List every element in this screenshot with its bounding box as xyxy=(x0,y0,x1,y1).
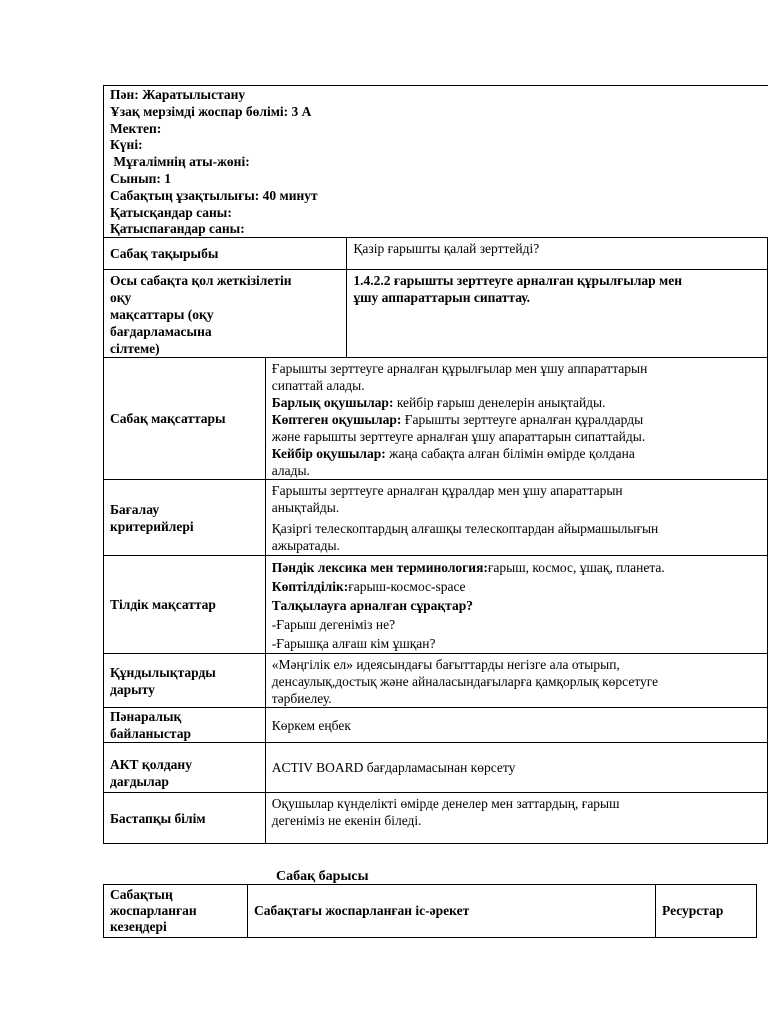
header-grade: Сынып: 1 xyxy=(110,170,172,186)
row-cross xyxy=(104,708,768,743)
row-ict xyxy=(104,743,768,793)
header-long-term-plan: Ұзақ мерзімді жоспар бөлімі: 3 А xyxy=(110,103,312,119)
goals-some xyxy=(272,445,761,462)
language-vocab-label: Пәндік лексика мен терминология: xyxy=(271,560,488,575)
row-prior xyxy=(104,793,768,844)
row-objectives xyxy=(104,270,768,358)
prior-label: Бастапқы білім xyxy=(104,793,266,844)
header-date: Күні: xyxy=(110,137,143,153)
header-school: Мектеп: xyxy=(110,120,162,136)
assessment-value xyxy=(265,480,767,556)
col-stages xyxy=(104,885,248,938)
prior-line: Оқушылар күнделікті өмірде денелер мен заттардың, ғарыш xyxy=(271,796,620,811)
row-language xyxy=(104,556,768,654)
col-stages-line: кезеңдері xyxy=(110,919,167,934)
goals-all xyxy=(272,394,761,411)
col-stages-line: жоспарланған xyxy=(110,903,197,918)
row-assessment xyxy=(104,480,768,556)
ict-value: ACTIV BOARD бағдарламасынан көрсету xyxy=(265,743,767,793)
values-label-line: Құндылықтарды xyxy=(110,664,216,680)
language-vocab xyxy=(272,558,761,577)
assessment-label-line: критерийлері xyxy=(110,518,194,534)
goals-line: алады. xyxy=(271,463,310,478)
assessment-label xyxy=(104,480,266,556)
row-values xyxy=(104,654,768,708)
progress-header-row xyxy=(104,885,757,938)
values-line: «Мәңгілік ел» идеясындағы бағыттарды негізге ала отырып, xyxy=(271,657,620,672)
row-goals xyxy=(104,358,768,480)
col-activities: Сабақтағы жоспарланған іс-әрекет xyxy=(248,885,656,938)
ict-label-line: дағдылар xyxy=(110,774,169,789)
language-vocab-text: ғарыш, космос, ұшақ, планета. xyxy=(487,560,665,575)
assessment-line: Қазіргі телескоптардың алғашқы телескоптардан айырмашылығын xyxy=(271,521,659,536)
language-multi-label: Көптілділік: xyxy=(271,579,349,594)
cross-label-line: байланыстар xyxy=(110,726,191,741)
objectives-label-line: Осы сабақта қол жеткізілетін xyxy=(110,273,292,288)
assessment-line: ажыратады. xyxy=(271,538,340,553)
values-line: тәрбиелеу. xyxy=(271,691,332,706)
header-duration: Сабақтың ұзақтылығы: 40 минут xyxy=(110,187,318,203)
language-multi-text: ғарыш-космос-space xyxy=(348,579,466,594)
language-multi xyxy=(272,577,761,596)
goals-all-label: Барлық оқушылар: xyxy=(271,395,394,410)
values-value xyxy=(265,654,767,708)
ict-label xyxy=(104,743,266,793)
objectives-label-line: сілтеме) xyxy=(110,341,160,356)
objectives-label xyxy=(104,270,347,358)
cross-label-line: Пәнаралық xyxy=(110,709,182,724)
col-resources: Ресурстар xyxy=(656,885,757,938)
assessment-label-line: Бағалау xyxy=(110,501,160,517)
header-subject: Пән: Жаратылыстану xyxy=(110,87,246,102)
objectives-label-line: бағдарламасына xyxy=(110,324,212,339)
values-line: денсаулық,достық және айналасындағыларға қамқорлық көрсетуге xyxy=(271,674,659,689)
cross-value: Көркем еңбек xyxy=(265,708,767,743)
goals-line: сипаттай алады. xyxy=(271,378,365,393)
header-present: Қатысқандар саны: xyxy=(110,204,232,220)
values-label xyxy=(104,654,266,708)
objectives-value-line: 1.4.2.2 ғарышты зерттеуге арналған құрылғылар мен xyxy=(353,273,683,288)
goals-many-text: Ғарышты зерттеуге арналған құралдарды xyxy=(401,412,644,427)
goals-value xyxy=(265,358,767,480)
goals-line: Ғарышты зерттеуге арналған құрылғылар мен ұшу аппараттарын xyxy=(271,361,648,376)
goals-label: Сабақ мақсаттары xyxy=(104,358,266,480)
prior-value xyxy=(265,793,767,844)
header-absent: Қатыспағандар саны: xyxy=(110,221,245,237)
goals-some-label: Кейбір оқушылар: xyxy=(271,446,386,461)
topic-value: Қазір ғарышты қалай зерттейді? xyxy=(347,238,768,270)
col-stages-line: Сабақтың xyxy=(110,887,173,902)
objectives-label-line: оқу xyxy=(110,290,132,305)
language-questions-label: Талқылауға арналған сұрақтар? xyxy=(271,598,473,613)
prior-line: дегеніміз не екенін біледі. xyxy=(271,813,422,828)
lesson-plan-table xyxy=(103,237,768,844)
topic-label: Сабақ тақырыбы xyxy=(104,238,347,270)
goals-some-text: жаңа сабақта алған білімін өмірде қолдана xyxy=(385,446,635,461)
objectives-value xyxy=(347,270,768,358)
ict-label-line: АКТ қолдану xyxy=(110,757,192,772)
goals-many xyxy=(272,411,761,428)
goals-many-label: Көптеген оқушылар: xyxy=(271,412,402,427)
language-question: -Ғарыш дегеніміз не? xyxy=(271,617,396,632)
lesson-progress-title: Сабақ барысы xyxy=(276,869,369,884)
language-question: -Ғарышқа алғаш кім ұшқан? xyxy=(271,636,436,651)
goals-all-text: кейбір ғарыш денелерін анықтайды. xyxy=(393,395,606,410)
values-label-line: дарыту xyxy=(110,681,155,697)
language-label: Тілдік мақсаттар xyxy=(104,556,266,654)
header-teacher: Мұғалімнің аты-жөні: xyxy=(110,154,250,170)
goals-line: және ғарышты зерттеуге арналған ұшу апараттарын сипаттайды. xyxy=(271,429,646,444)
lesson-header xyxy=(103,85,768,237)
cross-label xyxy=(104,708,266,743)
language-value xyxy=(265,556,767,654)
objectives-label-line: мақсаттары (оқу xyxy=(110,307,214,322)
lesson-progress-table xyxy=(103,884,757,938)
assessment-line: анықтайды. xyxy=(271,500,340,515)
objectives-value-line: ұшу аппараттарын сипаттау. xyxy=(353,290,531,305)
assessment-line: Ғарышты зерттеуге арналған құралдар мен ұшу апараттарын xyxy=(271,483,623,498)
row-topic xyxy=(104,238,768,270)
